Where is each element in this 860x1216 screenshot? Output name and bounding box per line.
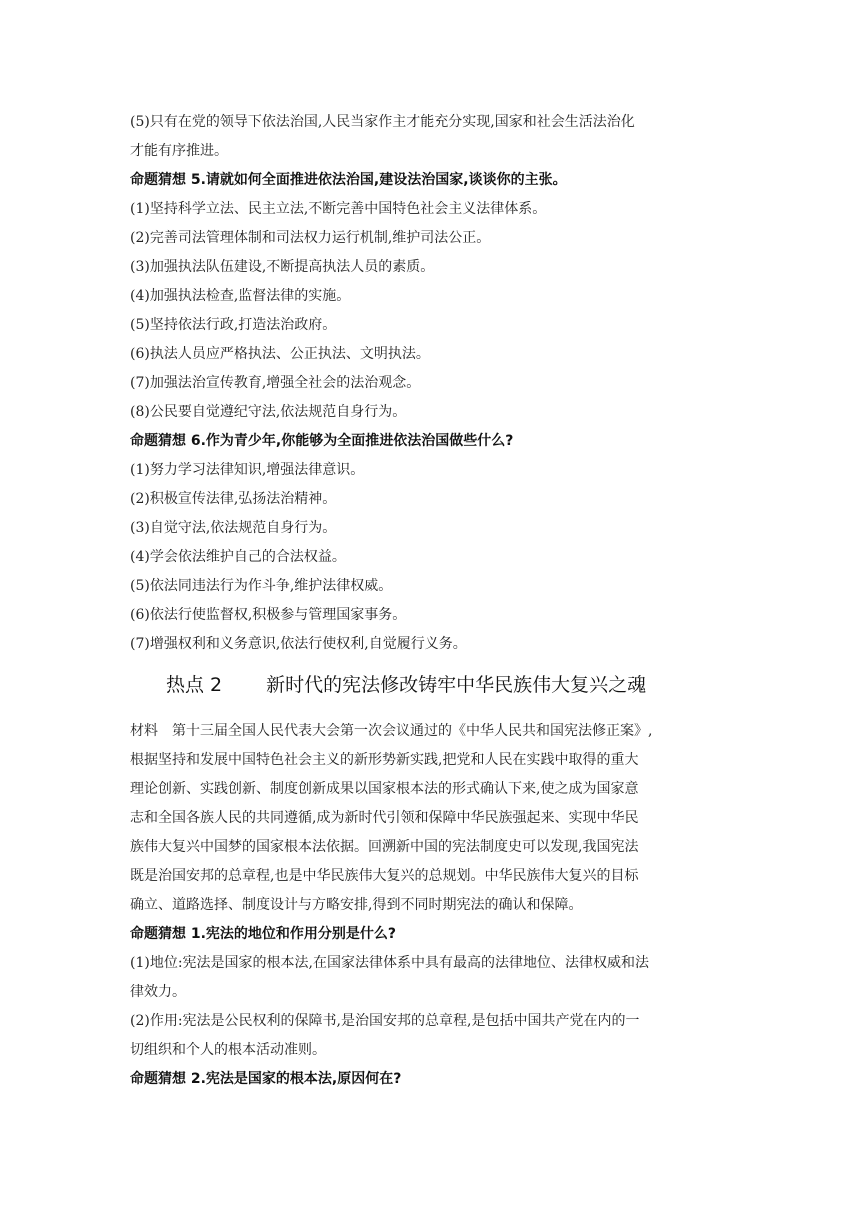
answer-line: 律效力。 <box>130 984 186 1000</box>
material-line: 志和全国各族人民的共同遵循,成为新时代引领和保障中华民族强起来、实现中华民 <box>130 810 639 826</box>
answer-line: (2)积极宣传法律,弘扬法治精神。 <box>130 491 337 507</box>
material-line: 理论创新、实践创新、制度创新成果以国家根本法的形式确认下来,使之成为国家意 <box>130 781 639 797</box>
answer-line: (6)执法人员应严格执法、公正执法、文明执法。 <box>130 346 430 362</box>
answer-line: (1)地位:宪法是国家的根本法,在国家法律体系中具有最高的法律地位、法律权威和法 <box>130 955 649 971</box>
answer-line: (2)作用:宪法是公民权利的保障书,是治国安邦的总章程,是包括中国共产党在内的一 <box>130 1013 640 1029</box>
material-line: 第十三届全国人民代表大会第一次会议通过的《中华人民共和国宪法修正案》, <box>172 723 653 739</box>
answer-line: (6)依法行使监督权,积极参与管理国家事务。 <box>130 607 407 623</box>
material-paragraph <box>130 717 736 920</box>
answer-line: (8)公民要自觉遵纪守法,依法规范自身行为。 <box>130 404 407 420</box>
answer-line: (5)坚持依法行政,打造法治政府。 <box>130 317 337 333</box>
material-line: 族伟大复兴中国梦的国家根本法依据。回溯新中国的宪法制度史可以发现,我国宪法 <box>130 839 639 855</box>
answer-line: (3)自觉守法,依法规范自身行为。 <box>130 520 337 536</box>
section-title: 新时代的宪法修改铸牢中华民族伟大复兴之魂 <box>266 674 647 696</box>
answer-line: (5)依法同违法行为作斗争,维护法律权威。 <box>130 578 393 594</box>
question-title-q5: 命题猜想 5.请就如何全面推进依法治国,建设法治国家,谈谈你的主张。 <box>130 172 567 188</box>
section-heading <box>166 671 736 699</box>
section-label: 热点 2 <box>166 674 223 696</box>
answer-line: (1)努力学习法律知识,增强法律意识。 <box>130 462 365 478</box>
intro-line-1: (5)只有在党的领导下依法治国,人民当家作主才能充分实现,国家和社会生活法治化 <box>130 114 635 130</box>
answer-line: (1)坚持科学立法、民主立法,不断完善中国特色社会主义法律体系。 <box>130 201 547 217</box>
material-line: 根据坚持和发展中国特色社会主义的新形势新实践,把党和人民在实践中取得的重大 <box>130 752 639 768</box>
answer-line: (7)增强权利和义务意识,依法行使权利,自觉履行义务。 <box>130 636 467 652</box>
answer-line: (4)学会依法维护自己的合法权益。 <box>130 549 346 565</box>
document-page <box>130 108 736 1094</box>
answer-line: (7)加强法治宣传教育,增强全社会的法治观念。 <box>130 375 421 391</box>
answer-line: 切组织和个人的根本活动准则。 <box>130 1042 326 1058</box>
material-line: 确立、道路选择、制度设计与方略安排,得到不同时期宪法的确认和保障。 <box>130 897 583 913</box>
question-title-q6: 命题猜想 6.作为青少年,你能够为全面推进依法治国做些什么? <box>130 433 514 449</box>
answer-line: (3)加强执法队伍建设,不断提高执法人员的素质。 <box>130 259 435 275</box>
answer-line: (2)完善司法管理体制和司法权力运行机制,维护司法公正。 <box>130 230 491 246</box>
material-tag: 材料 <box>130 723 158 739</box>
question-title-q2: 命题猜想 2.宪法是国家的根本法,原因何在? <box>130 1071 402 1087</box>
intro-line-2: 才能有序推进。 <box>130 143 228 159</box>
question-title-q1: 命题猜想 1.宪法的地位和作用分别是什么? <box>130 926 397 942</box>
material-line: 既是治国安邦的总章程,也是中华民族伟大复兴的总规划。中华民族伟大复兴的目标 <box>130 868 639 884</box>
answer-line: (4)加强执法检查,监督法律的实施。 <box>130 288 351 304</box>
